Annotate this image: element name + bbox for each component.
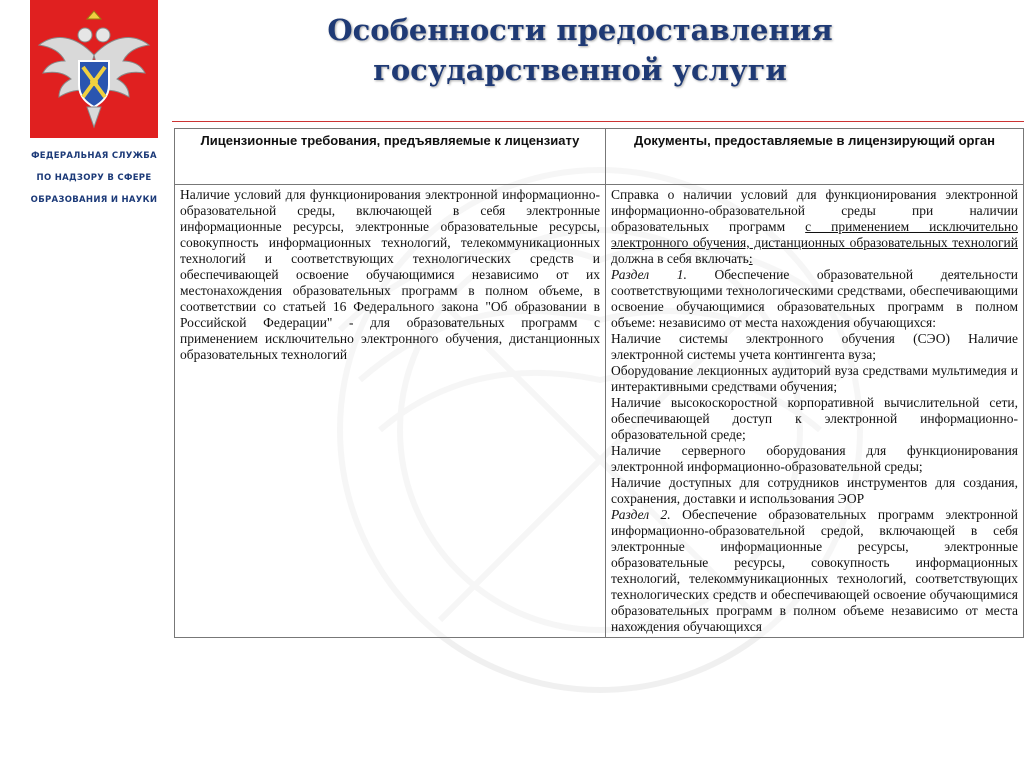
table-header-cell: [606, 129, 1024, 185]
header-documents: Документы, предоставляемые в лицензирующий орган: [634, 133, 995, 148]
intro-text-end: должна в себя включать: [611, 251, 749, 266]
section-1: [611, 267, 1018, 331]
section-2-text: Обеспечение образовательных программ электронной информационно-образовательной средой, включающей в себя электронные информационные ресурсы, электронные образовательные ресурсы, совокупность информационных технологий, телекоммуникационных технологий, соответствующих технологических средств и обеспечивающей освоение обучающимися образовательных программ в полном объеме независимо от места нахождения обучающихся: [611, 507, 1019, 634]
organization-line-2: ПО НАДЗОРУ В СФЕРЕ: [36, 173, 152, 183]
organization-line-1: ФЕДЕРАЛЬНАЯ СЛУЖБА: [31, 151, 157, 161]
intro-text: Справка о наличии условий для функционирования электронной информационно-образовательной среды при наличии образовательных программ: [611, 187, 1018, 234]
title-divider: [172, 121, 1024, 122]
section-2-label: Раздел 2.: [611, 507, 671, 522]
intro-colon: :: [748, 251, 753, 266]
organization-line-3: ОБРАЗОВАНИЯ И НАУКИ: [30, 195, 158, 205]
section-1-label: Раздел 1.: [611, 267, 687, 282]
eagle-emblem-icon: [35, 5, 153, 133]
section-1-text: Обеспечение образовательной деятельности соответствующими технологическими средствами, обеспечивающими освоение обучающимися образовательных программ в полном объеме: независимо от места нахождения обучающихся:: [611, 267, 1018, 330]
organization-name: [30, 145, 158, 211]
list-item: Наличие серверного оборудования для функционирования электронной информационно-образовательной среды;: [611, 443, 1018, 474]
documents-cell: [606, 185, 1024, 638]
table-header-cell: [175, 129, 606, 185]
list-item: Наличие доступных для сотрудников инструментов для создания, сохранения, доставки и использования ЭОР: [611, 475, 1018, 506]
section-2: [611, 507, 1018, 635]
list-item: Наличие высокоскоростной корпоративной вычислительной сети, обеспечивающей доступ к электронной информационно-образовательной среде;: [611, 395, 1018, 442]
list-item: Оборудование лекционных аудиторий вуза средствами мультимедия и интерактивными средствами обучения;: [611, 363, 1018, 394]
documents-intro: [611, 187, 1018, 267]
table-row: [175, 185, 1024, 638]
header-requirements: Лицензионные требования, предъявляемые к лицензиату: [200, 133, 580, 148]
list-item: Наличие системы электронного обучения (СЭО) Наличие электронной системы учета контингента вуза;: [611, 331, 1018, 362]
requirements-table: [174, 128, 1024, 638]
requirements-text: Наличие условий для функционирования электронной информационно-образовательной среды, включающей в себя электронные информационные ресурсы, электронные образовательные ресурсы, совокупность информационных технологий, телекоммуникационных технологий и соответствующих технологических средств и обеспечивающей освоение обучающимися независимо от их местонахождения образовательных программ в полном объеме, в соответствии со статьей 16 Федерального закона "Об образовании в Российской Федерации" - для образовательных программ с применением исключительно электронного обучения, дистанционных образовательных технологий: [180, 187, 600, 362]
table-header-row: [175, 129, 1024, 185]
requirements-cell: [175, 185, 606, 638]
intro-underlined-text: с применением исключительно электронного обучения, дистанционных образовательных технологий: [611, 219, 1018, 250]
slide-title: Особенности предоставления государственной услуги: [327, 13, 833, 87]
logo: [30, 0, 158, 138]
